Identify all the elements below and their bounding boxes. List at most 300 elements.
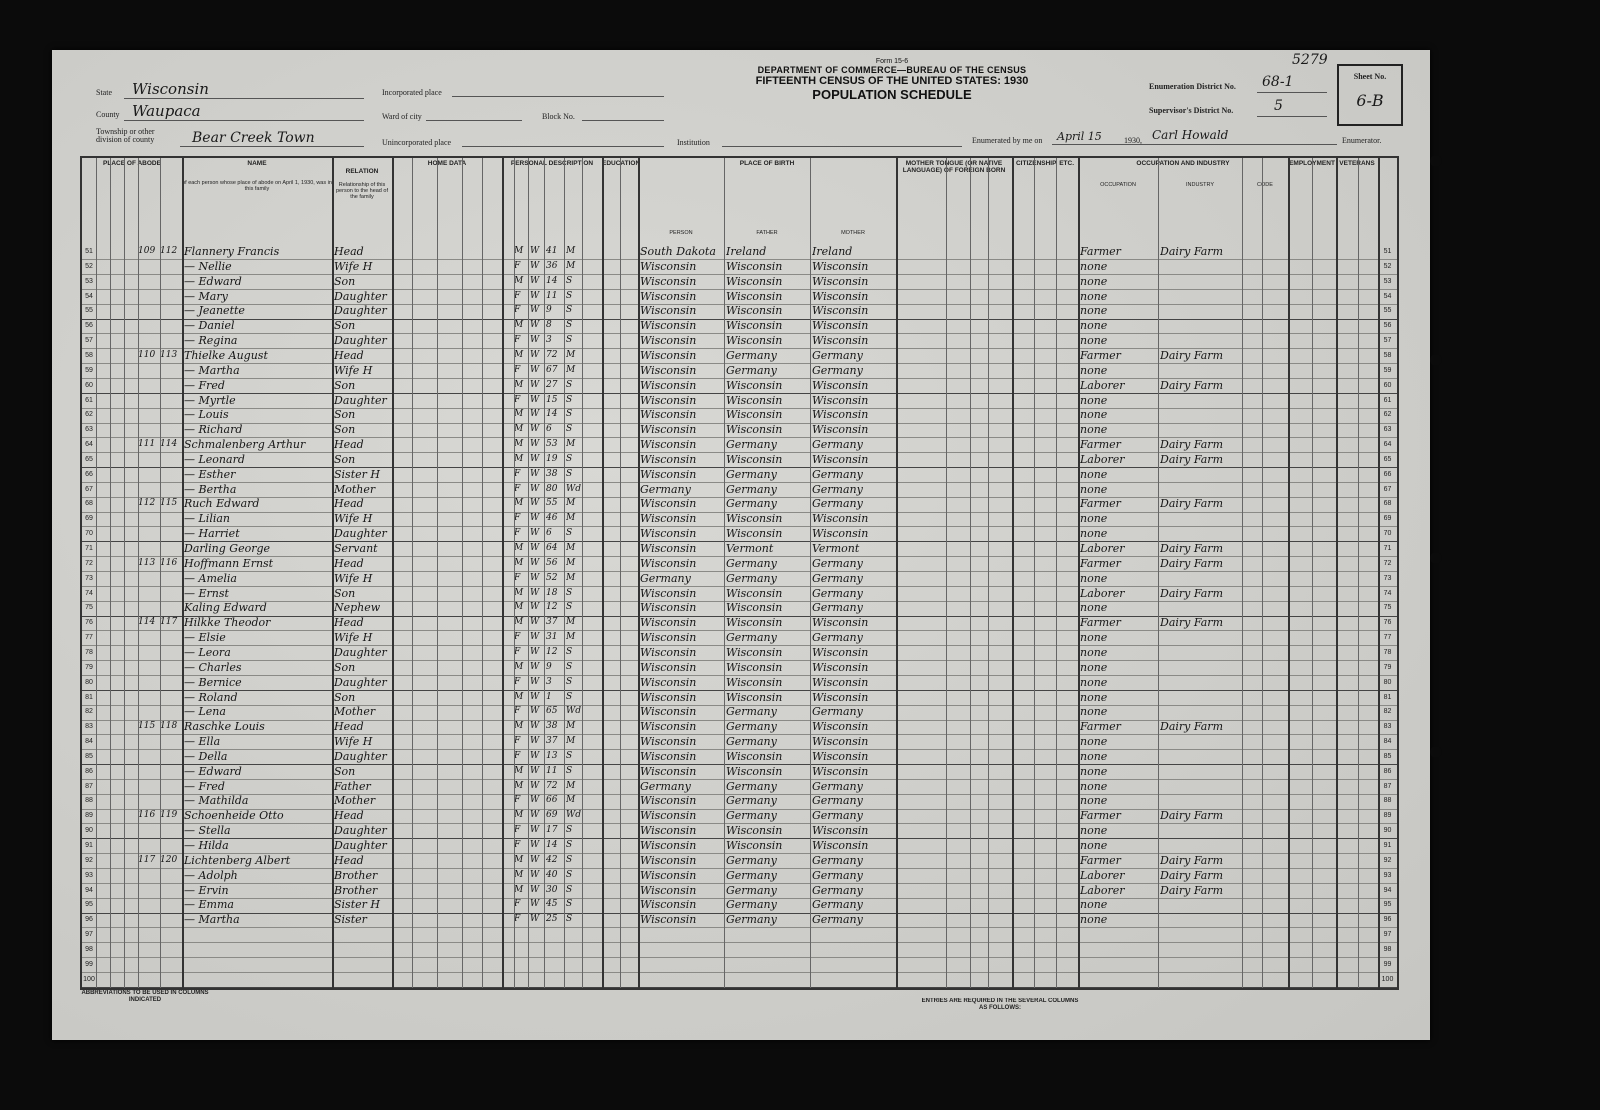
- cell-ms: M: [566, 498, 576, 509]
- cell-name: Ruch Edward: [184, 497, 260, 511]
- cell-dw: [138, 467, 158, 482]
- cell-bp: Wisconsin: [640, 438, 697, 452]
- cell-fbp: Ireland: [726, 245, 767, 258]
- cell-mbp: Wisconsin: [812, 690, 869, 704]
- line-number: 85: [1383, 752, 1392, 760]
- cell-fbp: Germany: [726, 735, 777, 749]
- column-rule: [602, 158, 604, 988]
- line-number: 60: [85, 381, 93, 389]
- cell-name: — Roland: [184, 690, 238, 704]
- cell-fbp: Germany: [726, 720, 777, 734]
- cell-age: 3: [546, 676, 552, 687]
- line-number: 60: [1383, 381, 1392, 389]
- table-row: [82, 452, 1397, 468]
- cell-bp: Wisconsin: [640, 764, 697, 778]
- cell-rel: Head: [334, 853, 364, 867]
- cell-fam: [160, 289, 182, 304]
- cell-bp: Wisconsin: [640, 259, 697, 273]
- cell-occ: none: [1080, 334, 1108, 348]
- cell-rel: Son: [334, 408, 356, 422]
- cell-name: — Edward: [184, 764, 242, 778]
- group-occupation: OCCUPATION AND INDUSTRY: [1136, 160, 1230, 167]
- cell-fam: 120: [160, 854, 178, 865]
- cell-rel: Head: [334, 720, 364, 734]
- cell-bp: Wisconsin: [640, 378, 697, 392]
- cell-rel: Head: [334, 497, 364, 511]
- cell-sex: M: [514, 587, 524, 598]
- cell-rel: Son: [334, 274, 356, 288]
- cell-dw: 111: [138, 439, 156, 450]
- column-rule: [1336, 158, 1338, 988]
- cell-dw: [138, 912, 158, 927]
- cell-dw: 117: [138, 854, 156, 865]
- cell-name: — Amelia: [184, 571, 237, 585]
- sheet-number-box: [1337, 64, 1403, 126]
- cell-name: — Leora: [184, 645, 231, 659]
- cell-occ: none: [1080, 645, 1108, 659]
- cell-age: 55: [546, 498, 558, 509]
- cell-dw: [138, 972, 158, 987]
- cell-fbp: Germany: [726, 497, 777, 511]
- group-education: EDUCATION: [602, 160, 641, 167]
- column-rule: [462, 158, 463, 988]
- cell-rel: Sister H: [334, 898, 380, 912]
- cell-bp: Wisconsin: [640, 542, 697, 555]
- cell-sex: F: [514, 899, 521, 910]
- table-row: [82, 630, 1397, 646]
- cell-bp: Wisconsin: [640, 393, 697, 407]
- cell-mbp: Wisconsin: [812, 512, 869, 526]
- column-rule: [160, 158, 161, 988]
- cell-bp: Wisconsin: [640, 824, 697, 838]
- line-number: 52: [85, 262, 93, 270]
- cell-ind: [1160, 259, 1242, 274]
- line-number: 53: [85, 277, 93, 285]
- cell-occ: none: [1080, 304, 1108, 318]
- cell-race: [530, 927, 544, 942]
- cell-rel: Daughter: [334, 289, 387, 303]
- line-number: 87: [85, 782, 93, 790]
- cell-ms: S: [566, 335, 573, 346]
- column-rule: [124, 158, 125, 988]
- cell-fbp: Wisconsin: [726, 259, 783, 273]
- cell-dw: [138, 897, 158, 912]
- cell-dw: [138, 779, 158, 794]
- cell-race: W: [530, 602, 540, 613]
- cell-dw: [138, 274, 158, 289]
- cell-ms: S: [566, 602, 573, 613]
- line-number: 97: [1383, 931, 1392, 939]
- line-number: 67: [1383, 485, 1392, 493]
- cell-sex: M: [514, 246, 524, 256]
- cell-ms: S: [566, 468, 573, 479]
- cell-age: 41: [546, 246, 558, 256]
- line-number: 64: [85, 441, 93, 449]
- cell-mbp: Wisconsin: [812, 675, 869, 689]
- cell-name: [184, 942, 332, 957]
- cell-ind: [1160, 645, 1242, 660]
- cell-occ: Laborer: [1080, 586, 1125, 600]
- cell-occ: Farmer: [1080, 348, 1121, 362]
- cell-ind: [1160, 318, 1242, 333]
- cell-mbp: [812, 957, 896, 972]
- cell-bp: Wisconsin: [640, 452, 697, 466]
- cell-ind: Dairy Farm: [1160, 497, 1223, 511]
- cell-rel: Servant: [334, 542, 378, 555]
- line-number: 78: [85, 648, 93, 656]
- cell-mbp: Wisconsin: [812, 616, 869, 630]
- cell-occ: Farmer: [1080, 616, 1121, 630]
- cell-rel: Daughter: [334, 304, 387, 318]
- cell-occ: none: [1080, 631, 1108, 645]
- cell-race: W: [530, 854, 540, 865]
- cell-race: W: [530, 646, 540, 657]
- cell-age: 72: [546, 780, 558, 791]
- cell-occ: none: [1080, 512, 1108, 526]
- sheet-value: 6-B: [1356, 91, 1384, 110]
- township-value: Bear Creek Town: [192, 130, 315, 146]
- cell-race: W: [530, 483, 540, 494]
- cell-ind: Dairy Farm: [1160, 348, 1223, 362]
- cell-ms: S: [566, 750, 573, 761]
- cell-name: Thielke August: [184, 348, 268, 362]
- cell-dw: 112: [138, 498, 156, 509]
- cell-age: 1: [546, 691, 552, 702]
- column-rule: [332, 158, 334, 988]
- cell-occ: Farmer: [1080, 556, 1121, 570]
- cell-rel: Father: [334, 779, 371, 793]
- cell-name: — Della: [184, 749, 228, 763]
- cell-sex: [514, 972, 528, 987]
- cell-dw: [138, 422, 158, 437]
- cell-ms: M: [566, 572, 576, 583]
- line-number: 94: [1383, 886, 1392, 894]
- cell-fbp: Germany: [726, 883, 777, 897]
- cell-ms: S: [566, 840, 573, 850]
- cell-ind: [1160, 393, 1242, 408]
- cell-sex: M: [514, 424, 524, 435]
- cell-occ: Farmer: [1080, 497, 1121, 511]
- code-head: CODE: [1257, 182, 1273, 188]
- line-number: 92: [1383, 856, 1392, 864]
- cell-rel: Mother: [334, 482, 376, 496]
- cell-fbp: Germany: [726, 809, 777, 823]
- cell-ms: Wd: [566, 706, 582, 717]
- cell-name: — Fred: [184, 378, 225, 392]
- cell-sex: F: [514, 646, 521, 657]
- cell-dw: [138, 660, 158, 675]
- cell-ms: M: [566, 364, 576, 375]
- cell-occ: Laborer: [1080, 868, 1125, 882]
- cell-occ: none: [1080, 482, 1108, 496]
- cell-occ: none: [1080, 839, 1108, 852]
- cell-bp: Wisconsin: [640, 556, 697, 570]
- cell-mbp: Germany: [812, 853, 863, 867]
- cell-race: W: [530, 379, 540, 390]
- cell-sex: M: [514, 810, 524, 821]
- cell-fbp: Wisconsin: [726, 319, 783, 333]
- cell-fam: 114: [160, 439, 178, 450]
- group-personal: PERSONAL DESCRIPTION: [510, 160, 594, 167]
- cell-fbp: Wisconsin: [726, 408, 783, 422]
- group-birth: PLACE OF BIRTH: [739, 160, 795, 167]
- cell-fbp: Wisconsin: [726, 601, 783, 615]
- cell-sex: F: [514, 736, 521, 747]
- cell-race: W: [530, 349, 540, 360]
- cell-fbp: Germany: [726, 779, 777, 793]
- cell-rel: Daughter: [334, 334, 387, 348]
- cell-bp: Wisconsin: [640, 913, 697, 927]
- cell-fam: 116: [160, 557, 178, 568]
- cell-mbp: Wisconsin: [812, 334, 869, 348]
- cell-mbp: Germany: [812, 601, 863, 615]
- cell-race: [530, 972, 544, 987]
- cell-fam: [160, 734, 182, 749]
- cell-ind: Dairy Farm: [1160, 452, 1223, 466]
- cell-mbp: Germany: [812, 571, 863, 585]
- line-number: 61: [1383, 396, 1392, 404]
- cell-ind: [1160, 333, 1242, 348]
- cell-mbp: Wisconsin: [812, 274, 869, 288]
- line-number: 54: [85, 292, 93, 300]
- table-row: [82, 571, 1397, 587]
- cell-ms: S: [566, 305, 573, 316]
- cell-rel: Son: [334, 452, 356, 466]
- table-row: [82, 779, 1397, 795]
- cell-ind: Dairy Farm: [1160, 853, 1223, 867]
- cell-ind: [1160, 749, 1242, 764]
- cell-ind: Dairy Farm: [1160, 586, 1223, 600]
- line-number: 98: [1383, 945, 1392, 953]
- cell-fbp: [726, 927, 810, 942]
- cell-age: 8: [546, 320, 552, 331]
- cell-age: 72: [546, 349, 558, 360]
- cell-name: — Ervin: [184, 883, 229, 897]
- cell-race: W: [530, 632, 540, 643]
- cell-age: 64: [546, 543, 558, 553]
- cell-occ: Laborer: [1080, 378, 1125, 392]
- cell-ms: S: [566, 765, 573, 776]
- cell-mbp: Germany: [812, 913, 863, 927]
- line-number: 89: [1383, 812, 1392, 820]
- column-rule: [392, 158, 394, 988]
- cell-occ: Farmer: [1080, 245, 1121, 258]
- cell-age: 9: [546, 661, 552, 672]
- cell-race: W: [530, 661, 540, 672]
- line-number: 74: [1383, 589, 1392, 597]
- cell-occ: none: [1080, 898, 1108, 912]
- cell-fbp: Germany: [726, 467, 777, 481]
- cell-bp: Wisconsin: [640, 898, 697, 912]
- township-label: Township or other division of county: [96, 127, 155, 144]
- cell-race: W: [530, 305, 540, 316]
- cell-bp: Germany: [640, 571, 691, 585]
- cell-race: W: [530, 364, 540, 375]
- cell-bp: Wisconsin: [640, 631, 697, 645]
- cell-bp: Wisconsin: [640, 289, 697, 303]
- cell-name: — Richard: [184, 423, 243, 437]
- institution-label: Institution: [677, 138, 710, 147]
- line-number: 59: [1383, 366, 1392, 374]
- line-number: 95: [1383, 901, 1392, 909]
- column-rule: [96, 158, 97, 988]
- cell-race: W: [530, 543, 540, 553]
- cell-mbp: Wisconsin: [812, 393, 869, 407]
- line-number: 91: [1383, 842, 1392, 849]
- birth-person-head: PERSON: [669, 230, 693, 236]
- group-veterans: VETERANS: [1339, 160, 1375, 167]
- cell-dw: [138, 942, 158, 957]
- cell-dw: [138, 630, 158, 645]
- group-tongue: MOTHER TONGUE (OR NATIVE LANGUAGE) OF FOREIGN BORN: [902, 160, 1006, 174]
- cell-fam: [160, 318, 182, 333]
- cell-occ: none: [1080, 259, 1108, 273]
- column-rule: [528, 158, 529, 988]
- cell-name: Hilkke Theodor: [184, 616, 271, 630]
- cell-fam: [160, 259, 182, 274]
- cell-ind: [1160, 600, 1242, 615]
- cell-mbp: Germany: [812, 497, 863, 511]
- cell-mbp: Germany: [812, 467, 863, 481]
- cell-dw: [138, 393, 158, 408]
- table-row: [82, 734, 1397, 750]
- line-number: 58: [1383, 351, 1392, 359]
- cell-mbp: Germany: [812, 794, 863, 808]
- cell-race: W: [530, 795, 540, 806]
- table-row: [82, 586, 1397, 602]
- cell-ind: [1160, 675, 1242, 690]
- cell-age: 37: [546, 736, 558, 747]
- line-number: 62: [85, 411, 93, 419]
- column-rule: [988, 158, 989, 988]
- cell-ind: [1160, 407, 1242, 422]
- cell-race: W: [530, 528, 540, 539]
- cell-dw: [138, 259, 158, 274]
- column-rule: [638, 158, 640, 988]
- state-label: State: [96, 88, 112, 97]
- cell-age: [546, 927, 564, 942]
- line-number: 87: [1383, 782, 1392, 790]
- line-number: 56: [1383, 322, 1392, 330]
- cell-bp: Wisconsin: [640, 868, 697, 882]
- cell-dw: 115: [138, 721, 156, 732]
- table-row: [82, 348, 1397, 364]
- cell-name: — Martha: [184, 913, 240, 927]
- cell-race: W: [530, 439, 540, 450]
- cell-fbp: Germany: [726, 556, 777, 570]
- cell-sex: M: [514, 439, 524, 450]
- cell-dw: [138, 586, 158, 601]
- cell-fbp: Wisconsin: [726, 378, 783, 392]
- line-number: 100: [83, 975, 95, 983]
- cell-sex: F: [514, 468, 521, 479]
- column-rule: [1056, 158, 1057, 988]
- cell-bp: Wisconsin: [640, 809, 697, 823]
- cell-rel: Wife H: [334, 363, 373, 377]
- cell-ind: [1160, 690, 1242, 705]
- cell-name: [184, 972, 332, 987]
- table-row: [82, 675, 1397, 691]
- footer-instructions: [80, 990, 1395, 1034]
- cell-sex: F: [514, 260, 521, 271]
- cell-dw: [138, 303, 158, 318]
- cell-mbp: Germany: [812, 868, 863, 882]
- table-row: [82, 808, 1397, 824]
- cell-sex: F: [514, 795, 521, 806]
- cell-mbp: Wisconsin: [812, 824, 869, 838]
- cell-mbp: Germany: [812, 482, 863, 496]
- cell-ind: Dairy Farm: [1160, 438, 1223, 452]
- cell-occ: none: [1080, 705, 1108, 719]
- group-relation: RELATION: [345, 168, 379, 175]
- table-row: [82, 600, 1397, 616]
- table-row: [82, 690, 1397, 706]
- cell-rel: Wife H: [334, 571, 373, 585]
- line-number: 86: [85, 767, 93, 775]
- cell-occ: none: [1080, 467, 1108, 481]
- cell-ms: [566, 972, 582, 987]
- cell-ind: [1160, 482, 1242, 497]
- line-number: 61: [85, 396, 93, 404]
- county-value: Waupaca: [132, 102, 201, 120]
- line-number: 77: [1383, 634, 1392, 642]
- cell-occ: Laborer: [1080, 542, 1125, 555]
- cell-fam: 117: [160, 617, 178, 628]
- cell-rel: Sister H: [334, 467, 380, 481]
- cell-rel: Daughter: [334, 839, 387, 852]
- cell-bp: Wisconsin: [640, 274, 697, 288]
- cell-occ: none: [1080, 660, 1108, 674]
- table-row: [82, 437, 1397, 453]
- cell-ind: [1160, 793, 1242, 808]
- table-row: [82, 333, 1397, 349]
- cell-bp: [640, 927, 724, 942]
- cell-sex: M: [514, 602, 524, 613]
- cell-ms: S: [566, 869, 573, 880]
- table-row: [82, 957, 1397, 973]
- cell-ind: [1160, 764, 1242, 779]
- cell-fam: [160, 764, 182, 779]
- cell-rel: Son: [334, 660, 356, 674]
- cell-fam: [160, 838, 182, 853]
- table-row: [82, 942, 1397, 958]
- cell-age: 15: [546, 394, 558, 405]
- cell-ind: [1160, 972, 1242, 987]
- sd-value: 5: [1274, 98, 1283, 114]
- cell-dw: [138, 749, 158, 764]
- cell-rel: Head: [334, 809, 364, 823]
- line-number: 73: [85, 574, 93, 582]
- cell-ms: M: [566, 557, 576, 568]
- cell-ind: Dairy Farm: [1160, 556, 1223, 570]
- line-number: 76: [1383, 619, 1392, 627]
- cell-name: — Bernice: [184, 675, 242, 689]
- cell-name: — Nellie: [184, 259, 232, 273]
- line-number: 57: [1383, 337, 1392, 345]
- cell-ms: S: [566, 453, 573, 464]
- ed-label: Enumeration District No.: [1149, 82, 1236, 91]
- cell-name: Schoenheide Otto: [184, 809, 284, 823]
- cell-bp: Wisconsin: [640, 601, 697, 615]
- table-row: [82, 912, 1397, 928]
- cell-ind: Dairy Farm: [1160, 616, 1223, 630]
- cell-mbp: Wisconsin: [812, 720, 869, 734]
- line-number: 79: [1383, 663, 1392, 671]
- cell-sex: F: [514, 676, 521, 687]
- line-number: 93: [85, 871, 93, 879]
- cell-ind: Dairy Farm: [1160, 868, 1223, 882]
- line-number: 72: [1383, 559, 1392, 567]
